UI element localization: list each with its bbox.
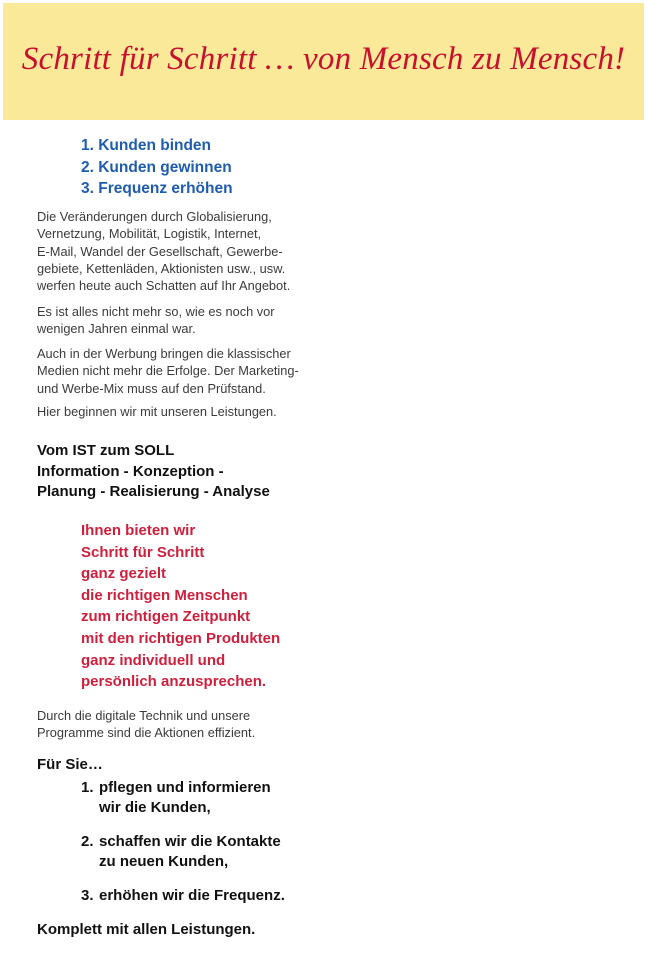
offer-line: mit den richtigen Produkten bbox=[81, 629, 281, 647]
text-line: Programme sind die Aktionen effizient. bbox=[37, 725, 256, 741]
text-line: Hier beginnen wir mit unseren Leistungen. bbox=[37, 404, 277, 419]
benefit-number: 2. bbox=[81, 833, 94, 850]
benefit-text-continued: wir die Kunden, bbox=[99, 798, 211, 816]
text-line: Die Veränderungen durch Globalisierung, bbox=[37, 209, 272, 224]
benefit-text-continued: zu neuen Kunden, bbox=[99, 852, 229, 870]
text-line: gebiete, Kettenläden, Aktionisten usw., usw. bbox=[37, 260, 286, 276]
offer-line: zum richtigen Zeitpunkt bbox=[81, 608, 251, 626]
goal-item: 3. Frequenz erhöhen bbox=[81, 180, 233, 197]
offer-block bbox=[81, 520, 280, 693]
text-line: wenigen Jahren einmal war. bbox=[37, 321, 196, 337]
text-line: und Werbe-Mix muss auf den Prüfstand. bbox=[37, 380, 266, 396]
offer-line: persönlich anzusprechen. bbox=[81, 673, 267, 691]
goals-list bbox=[81, 135, 233, 200]
headline-line: Vom IST zum SOLL bbox=[37, 442, 175, 459]
benefit-text: pflegen und informieren bbox=[99, 779, 271, 796]
text-line: Es ist alles nicht mehr so, wie es noch vor bbox=[37, 304, 275, 319]
offer-line: Ihnen bieten wir bbox=[81, 522, 196, 539]
text-line: E-Mail, Wandel der Gesellschaft, Gewerbe- bbox=[37, 243, 283, 259]
goal-item: 1. Kunden binden bbox=[81, 137, 212, 154]
text-line: Auch in der Werbung bringen die klassischer bbox=[37, 346, 291, 361]
offer-line: ganz individuell und bbox=[81, 651, 226, 669]
technik-paragraph bbox=[37, 707, 255, 742]
text-line: Durch die digitale Technik und unsere bbox=[37, 708, 251, 723]
intro-paragraph-3 bbox=[37, 345, 299, 397]
offer-line: die richtigen Menschen bbox=[81, 586, 248, 604]
text-line: Vernetzung, Mobilität, Logistik, Internet, bbox=[37, 226, 262, 242]
intro-paragraph-4 bbox=[37, 403, 277, 420]
benefit-text: schaffen wir die Kontakte bbox=[99, 833, 281, 850]
benefit-item bbox=[81, 778, 285, 817]
intro-paragraph-1 bbox=[37, 208, 290, 294]
text-line: Medien nicht mehr die Erfolge. Der Marketing- bbox=[37, 363, 299, 379]
benefit-text: erhöhen wir die Frequenz. bbox=[99, 887, 285, 904]
process-headline bbox=[37, 441, 270, 503]
benefits-heading: Für Sie… bbox=[37, 756, 103, 773]
text-line: werfen heute auch Schatten auf Ihr Angebot. bbox=[37, 278, 291, 294]
banner-title: Schritt für Schritt … von Mensch zu Mensch! bbox=[21, 41, 626, 77]
header-banner bbox=[3, 3, 644, 120]
headline-line: Planung - Realisierung - Analyse bbox=[37, 483, 270, 500]
benefits-list bbox=[81, 778, 285, 921]
closing-statement: Komplett mit allen Leistungen. bbox=[37, 921, 256, 938]
headline-line: Information - Konzeption - bbox=[37, 462, 224, 480]
goal-item: 2. Kunden gewinnen bbox=[81, 158, 232, 176]
benefit-number: 3. bbox=[81, 887, 94, 904]
offer-line: Schritt für Schritt bbox=[81, 543, 205, 561]
offer-line: ganz gezielt bbox=[81, 565, 167, 583]
benefit-item bbox=[81, 832, 285, 871]
intro-paragraph-2 bbox=[37, 303, 275, 338]
benefit-number: 1. bbox=[81, 779, 94, 796]
benefit-item bbox=[81, 886, 285, 906]
